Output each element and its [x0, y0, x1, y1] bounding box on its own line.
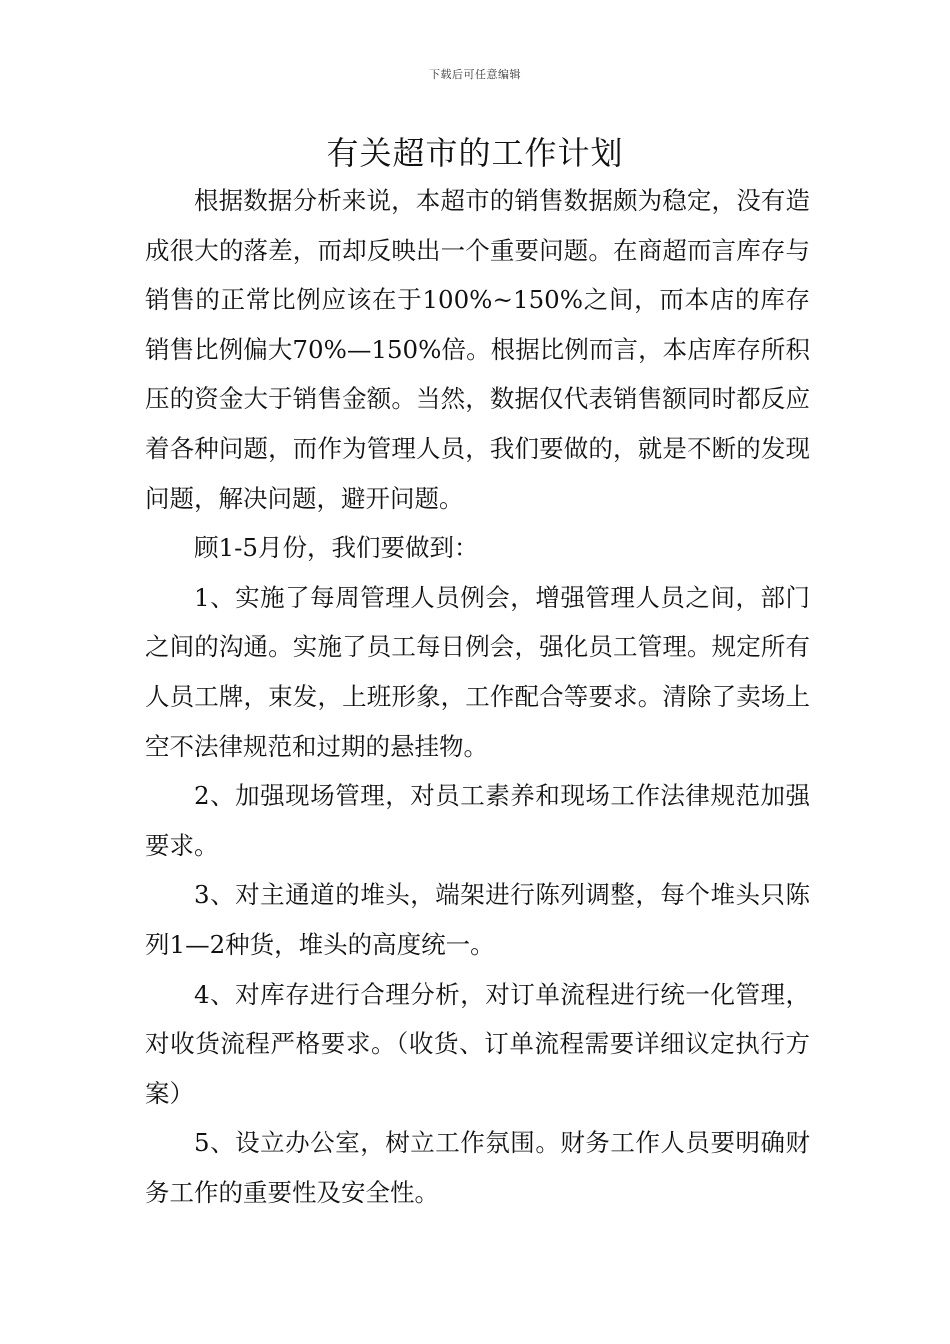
paragraph-intro: 根据数据分析来说，本超市的销售数据颇为稳定，没有造成很大的落差，而却反映出一个重要问题。在商超而言库存与销售的正常比例应该在于100%~150%之间，而本店的库存销售比例偏大70%—150%倍。根据比例而言，本店库存所积压的资金大于销售金额。当然，数据仅代表销售额同时都反应着各种问题，而作为管理人员，我们要做的，就是不断的发现问题，解决问题，避开问题。 [145, 186, 810, 513]
paragraph-item-3: 3、对主通道的堆头，端架进行陈列调整，每个堆头只陈列1—2种货，堆头的高度统一。 [145, 880, 810, 959]
header-note: 下载后可任意编辑 [429, 68, 521, 81]
document-body [145, 176, 810, 1217]
paragraph-item-5: 5、设立办公室，树立工作氛围。财务工作人员要明确财务工作的重要性及安全性。 [145, 1128, 810, 1207]
document-title: 有关超市的工作计划 [326, 134, 624, 172]
paragraph-plan-intro: 顾1-5月份，我们要做到： [194, 533, 479, 563]
paragraph-item-1: 1、实施了每周管理人员例会，增强管理人员之间，部门之间的沟通。实施了员工每日例会，强化员工管理。规定所有人员工牌，束发，上班形象，工作配合等要求。清除了卖场上空不法律规范和过期的悬挂物。 [145, 582, 810, 761]
paragraph-item-4: 4、对库存进行合理分析，对订单流程进行统一化管理，对收货流程严格要求。（收货、订单流程需要详细议定执行方案） [145, 979, 810, 1108]
paragraph-item-2: 2、加强现场管理，对员工素养和现场工作法律规范加强要求。 [145, 781, 810, 860]
